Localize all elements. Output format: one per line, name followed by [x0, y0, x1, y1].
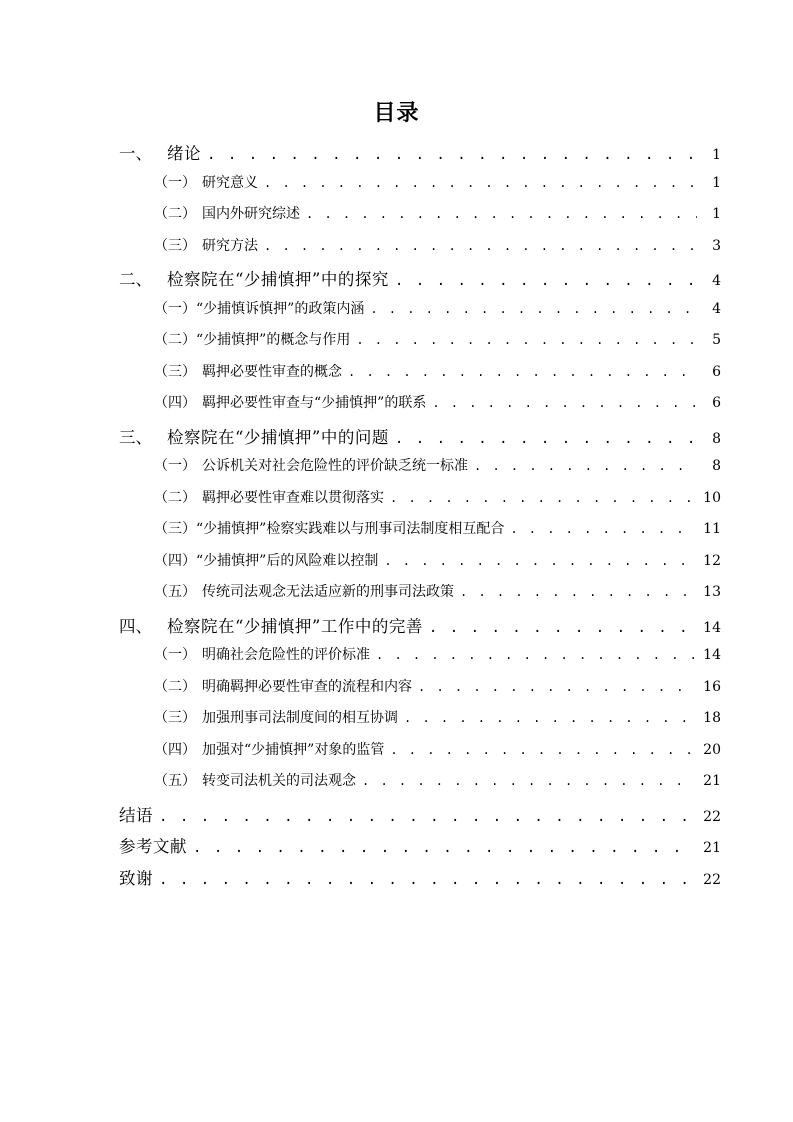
- toc-entry-title: 传统司法观念无法适应新的刑事司法政策: [202, 584, 454, 600]
- toc-entry-page-number: 14: [703, 619, 721, 636]
- dot-leader: [418, 680, 697, 694]
- toc-entry-title: 参考文献: [119, 837, 187, 856]
- toc-entry-section[interactable]: [119, 487, 721, 519]
- dot-leader: [395, 431, 697, 447]
- toc-entry-number: 四、: [119, 616, 152, 636]
- toc-entry-page-number: 12: [703, 552, 721, 569]
- toc-entry-section[interactable]: [119, 235, 721, 267]
- toc-title: 目录: [373, 100, 420, 126]
- toc-entry-section[interactable]: [119, 329, 721, 361]
- toc-entry-chapter[interactable]: [119, 424, 721, 456]
- toc-entry-section[interactable]: [119, 644, 721, 676]
- toc-entry-title: 研究意义: [202, 174, 258, 191]
- toc-entry-section[interactable]: [119, 203, 721, 235]
- toc-entry-chapter[interactable]: [119, 266, 721, 298]
- toc-entry-page-number: 10: [703, 489, 721, 506]
- toc-entry-number: （一）: [154, 647, 196, 663]
- dot-leader: [264, 239, 697, 253]
- dot-leader: [395, 273, 697, 289]
- toc-entry-page-number: 6: [712, 395, 721, 411]
- toc-entry-number: 二、: [119, 270, 152, 289]
- dot-leader: [362, 774, 697, 788]
- dot-leader: [193, 840, 697, 856]
- toc-entry-page-number: 21: [703, 840, 721, 856]
- dot-leader: [460, 585, 697, 599]
- toc-entry-page-number: 4: [712, 273, 721, 289]
- toc-entry-page-number: 21: [703, 773, 721, 789]
- toc-entry-title: 加强对“少捕慎押”对象的监管: [202, 741, 385, 758]
- dot-leader: [432, 396, 697, 410]
- toc-entry-section[interactable]: [119, 172, 721, 204]
- toc-entry-title: 致谢: [119, 868, 153, 888]
- toc-entry-chapter[interactable]: [119, 140, 721, 172]
- table-of-contents: [119, 140, 721, 896]
- toc-entry-title: 羁押必要性审查难以贯彻落实: [202, 489, 384, 506]
- toc-entry-number: （四）: [154, 395, 196, 411]
- toc-entry-section[interactable]: [119, 739, 721, 771]
- toc-entry-page-number: 8: [712, 458, 721, 474]
- dot-leader: [390, 743, 697, 757]
- toc-entry-page-number: 1: [712, 206, 721, 222]
- toc-entry-number: （一）: [154, 458, 196, 474]
- toc-entry-page-number: 8: [712, 430, 721, 447]
- toc-entry-page-number: 22: [703, 871, 721, 888]
- toc-entry-number: （三）: [154, 363, 196, 380]
- dot-leader: [356, 333, 697, 347]
- toc-entry-section[interactable]: [119, 676, 721, 708]
- toc-entry-title: 公诉机关对社会危险性的评价缺乏统一标准: [202, 458, 468, 474]
- dot-leader: [264, 176, 697, 190]
- toc-entry-title: 检察院在“少捕慎押”中的探究: [167, 270, 389, 289]
- dot-leader: [207, 147, 697, 163]
- toc-entry-page-number: 14: [703, 647, 721, 663]
- toc-entry-number: （二）: [154, 678, 196, 695]
- dot-leader: [474, 459, 697, 473]
- toc-entry-section[interactable]: [119, 581, 721, 613]
- toc-entry-title: 检察院在“少捕慎押”工作中的完善: [167, 616, 423, 636]
- toc-entry-title: 结语: [119, 805, 153, 825]
- toc-entry-page-number: 6: [712, 363, 721, 380]
- toc-entry-page-number: 1: [712, 147, 721, 163]
- toc-entry-title: 转变司法机关的司法观念: [202, 773, 356, 789]
- toc-entry-title: （一）“少捕慎诉慎押”的政策内涵: [154, 300, 365, 317]
- toc-entry-page-number: 11: [703, 521, 721, 537]
- toc-entry-title: 检察院在“少捕慎押”中的问题: [167, 427, 389, 447]
- toc-entry-section[interactable]: [119, 518, 721, 550]
- dot-leader: [390, 491, 697, 505]
- toc-entry-section[interactable]: [119, 707, 721, 739]
- toc-entry-number: （二）: [154, 489, 196, 506]
- toc-entry-number: （五）: [154, 584, 196, 600]
- toc-entry-page-number: 1: [712, 174, 721, 191]
- toc-entry-title: 加强刑事司法制度间的相互协调: [202, 710, 398, 726]
- toc-entry-title: （四）“少捕慎押”后的风险难以控制: [154, 552, 379, 569]
- toc-entry-section[interactable]: [119, 550, 721, 582]
- dot-leader: [376, 648, 697, 662]
- dot-leader: [306, 207, 697, 221]
- toc-entry-title: 羁押必要性审查的概念: [202, 363, 342, 380]
- toc-entry-title: 明确社会危险性的评价标准: [202, 647, 370, 663]
- dot-leader: [159, 872, 697, 888]
- toc-entry-page-number: 13: [703, 584, 721, 600]
- dot-leader: [159, 809, 697, 825]
- toc-entry-page-number: 4: [712, 300, 721, 317]
- dot-leader: [429, 620, 697, 636]
- toc-entry-page-number: 5: [712, 332, 721, 348]
- toc-entry-number: （二）: [154, 206, 196, 222]
- toc-entry-chapter[interactable]: [119, 865, 721, 897]
- toc-entry-section[interactable]: [119, 298, 721, 330]
- dot-leader: [384, 554, 697, 568]
- dot-leader: [404, 711, 697, 725]
- toc-entry-chapter[interactable]: [119, 802, 721, 834]
- toc-entry-title: 绪论: [167, 144, 201, 163]
- toc-entry-number: （一）: [154, 174, 196, 191]
- toc-entry-number: （三）: [154, 237, 196, 254]
- toc-entry-number: （五）: [154, 773, 196, 789]
- toc-entry-page-number: 3: [712, 237, 721, 254]
- toc-entry-number: 一、: [119, 144, 152, 163]
- toc-entry-chapter[interactable]: [119, 613, 721, 645]
- toc-entry-page-number: 20: [703, 741, 721, 758]
- toc-entry-title: 明确羁押必要性审查的流程和内容: [202, 678, 412, 695]
- toc-entry-page-number: 18: [703, 710, 721, 726]
- toc-entry-title: （二）“少捕慎押”的概念与作用: [154, 332, 351, 348]
- toc-entry-title: 研究方法: [202, 237, 258, 254]
- dot-leader: [348, 365, 697, 379]
- toc-entry-number: （三）: [154, 710, 196, 726]
- toc-entry-number: 三、: [119, 427, 152, 447]
- dot-leader: [510, 522, 697, 536]
- toc-entry-title: （三）“少捕慎押”检察实践难以与刑事司法制度相互配合: [154, 521, 505, 537]
- toc-entry-number: （四）: [154, 741, 196, 758]
- toc-entry-section[interactable]: [119, 392, 721, 424]
- toc-entry-section[interactable]: [119, 455, 721, 487]
- toc-entry-title: 国内外研究综述: [202, 206, 300, 222]
- toc-entry-section[interactable]: [119, 361, 721, 393]
- toc-entry-section[interactable]: [119, 770, 721, 802]
- toc-entry-title: 羁押必要性审查与“少捕慎押”的联系: [202, 395, 427, 411]
- dot-leader: [370, 302, 697, 316]
- toc-entry-page-number: 16: [703, 678, 721, 695]
- toc-entry-chapter[interactable]: [119, 833, 721, 865]
- toc-entry-page-number: 22: [703, 808, 721, 825]
